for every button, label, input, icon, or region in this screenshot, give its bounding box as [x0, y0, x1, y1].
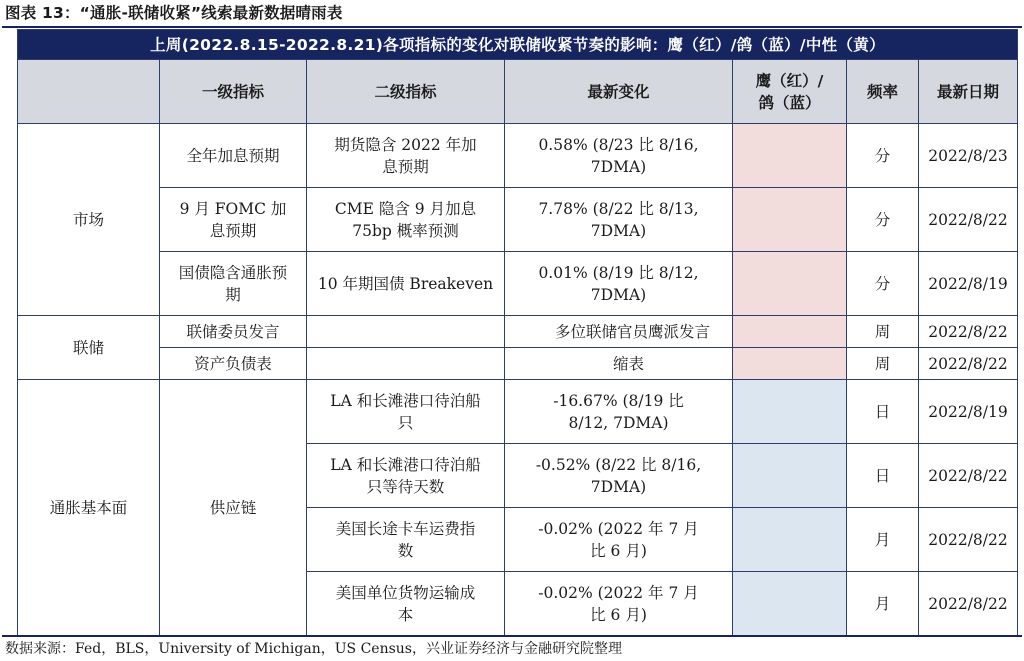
cell-signal-hawk [733, 252, 847, 316]
header-hawk-dove [733, 60, 847, 124]
group-inflation-fundamentals: 通胀基本面 [18, 380, 160, 636]
header-row [18, 60, 1018, 124]
figure-title: 图表 13：“通胀-联储收紧”线索最新数据晴雨表 [5, 4, 343, 22]
cell-frequency: 分 [847, 188, 919, 252]
cell-level2: 美国单位货物运输成本 [307, 572, 505, 636]
table-row [18, 188, 1018, 252]
header-level1: 一级指标 [160, 60, 307, 124]
cell-date: 2022/8/22 [919, 444, 1018, 508]
table-row [18, 252, 1018, 316]
cell-level1: 全年加息预期 [160, 124, 307, 188]
cell-level2: 10 年期国债 Breakeven [307, 252, 505, 316]
cell-frequency: 月 [847, 508, 919, 572]
cell-level2: CME 隐含 9 月加息 75bp 概率预测 [307, 188, 505, 252]
cell-change: 7.78% (8/22 比 8/13, 7DMA) [505, 188, 733, 252]
cell-date: 2022/8/22 [919, 572, 1018, 636]
cell-frequency: 日 [847, 380, 919, 444]
cell-change: 0.01% (8/19 比 8/12, 7DMA) [505, 252, 733, 316]
cell-level1: 资产负债表 [160, 348, 307, 380]
cell-change: 0.58% (8/23 比 8/16, 7DMA) [505, 124, 733, 188]
cell-level2: 期货隐含 2022 年加息预期 [307, 124, 505, 188]
table-row [18, 380, 1018, 444]
cell-signal-dove [733, 380, 847, 444]
header-hawk-dove-label: 鹰（红）/ 鸽（蓝） [755, 71, 824, 112]
barometer-table [17, 29, 1018, 636]
table-banner: 上周(2022.8.15-2022.8.21)各项指标的变化对联储收紧节奏的影响：鹰（红）/鸽（蓝）/中性（黄） [18, 30, 1018, 60]
footer-rule [2, 635, 1022, 637]
cell-level2 [307, 348, 505, 380]
header-frequency: 频率 [847, 60, 919, 124]
table-row [18, 348, 1018, 380]
table-row [18, 316, 1018, 348]
cell-signal-hawk [733, 124, 847, 188]
header-empty [18, 60, 160, 124]
cell-date: 2022/8/22 [919, 348, 1018, 380]
cell-change: -0.02% (2022 年 7 月比 6 月) [505, 508, 733, 572]
cell-level2: LA 和长滩港口待泊船只等待天数 [307, 444, 505, 508]
cell-frequency: 月 [847, 572, 919, 636]
cell-frequency: 日 [847, 444, 919, 508]
cell-signal-hawk [733, 188, 847, 252]
cell-frequency: 周 [847, 316, 919, 348]
cell-level2: LA 和长滩港口待泊船只 [307, 380, 505, 444]
cell-level2 [307, 316, 505, 348]
cell-date: 2022/8/22 [919, 316, 1018, 348]
cell-level1: 联储委员发言 [160, 316, 307, 348]
cell-date: 2022/8/22 [919, 508, 1018, 572]
cell-change: -0.02% (2022 年 7 月比 6 月) [505, 572, 733, 636]
cell-signal-dove [733, 572, 847, 636]
cell-level1: 9 月 FOMC 加息预期 [160, 188, 307, 252]
cell-date: 2022/8/23 [919, 124, 1018, 188]
source-note: 数据来源：Fed，BLS，University of Michigan，US Census，兴业证券经济与金融研究院整理 [5, 641, 622, 657]
cell-signal-hawk [733, 316, 847, 348]
table-row [18, 124, 1018, 188]
header-change: 最新变化 [505, 60, 733, 124]
cell-change: 缩表 [505, 348, 733, 380]
header-latest-date: 最新日期 [919, 60, 1018, 124]
header-level2: 二级指标 [307, 60, 505, 124]
group-fed: 联储 [18, 316, 160, 380]
cell-level1-supply-chain: 供应链 [160, 380, 307, 636]
cell-level2: 美国长途卡车运费指数 [307, 508, 505, 572]
cell-frequency: 分 [847, 252, 919, 316]
cell-level1: 国债隐含通胀预期 [160, 252, 307, 316]
cell-change: -16.67% (8/19 比 8/12, 7DMA) [505, 380, 733, 444]
cell-signal-dove [733, 508, 847, 572]
cell-frequency: 周 [847, 348, 919, 380]
cell-date: 2022/8/19 [919, 380, 1018, 444]
cell-signal-hawk [733, 348, 847, 380]
title-rule [2, 26, 1022, 28]
cell-change: 多位联储官员鹰派发言 [505, 316, 733, 348]
cell-frequency: 分 [847, 124, 919, 188]
group-market: 市场 [18, 124, 160, 316]
cell-signal-dove [733, 444, 847, 508]
cell-change: -0.52% (8/22 比 8/16, 7DMA) [505, 444, 733, 508]
cell-date: 2022/8/19 [919, 252, 1018, 316]
cell-date: 2022/8/22 [919, 188, 1018, 252]
